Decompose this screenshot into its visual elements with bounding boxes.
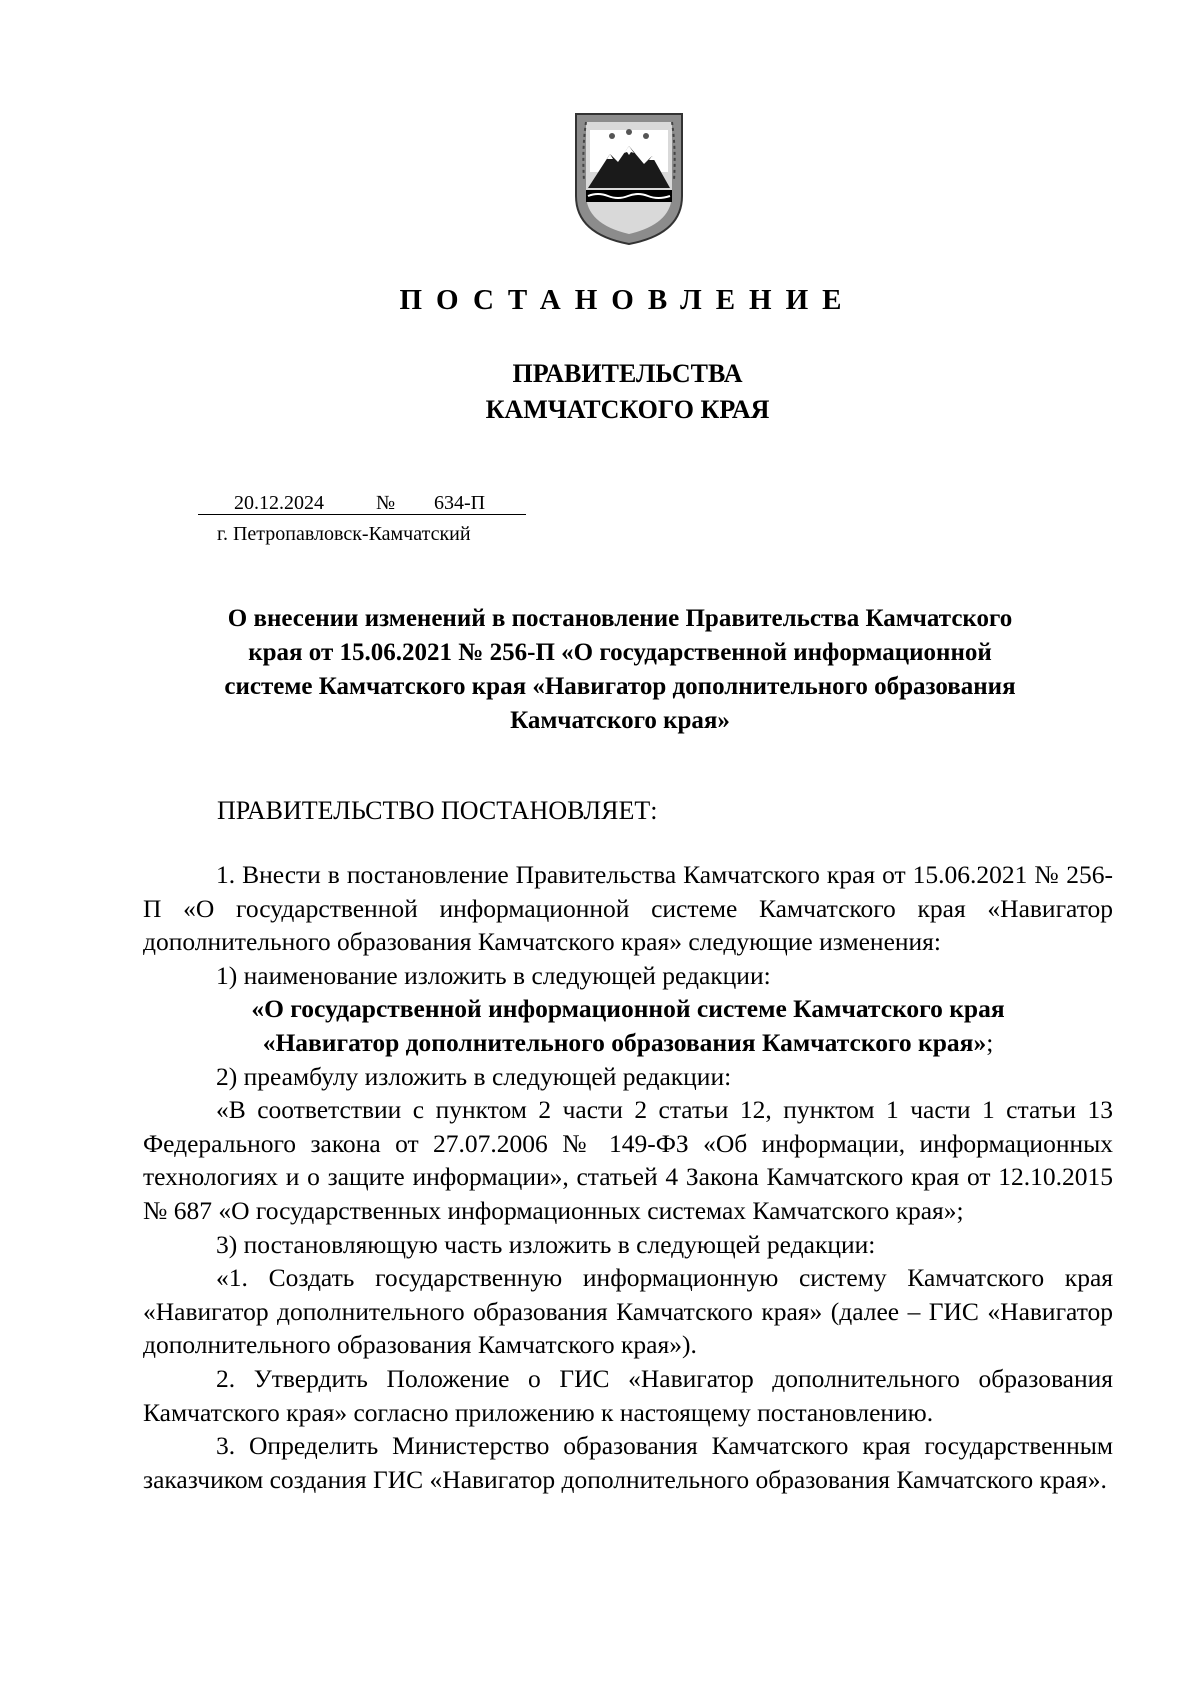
paragraph-9: 3. Определить Министерство образования Камчатского края государственным заказчиком создания ГИС «Навигатор дополнительного образования Камчатского края». <box>143 1431 1113 1494</box>
document-subject <box>160 602 1080 738</box>
paragraph-2: 1) наименование изложить в следующей редакции: <box>216 960 771 990</box>
subject-line-2: края от 15.06.2021 № 256-П «О государственной информационной <box>248 639 992 666</box>
number-sign: № <box>376 492 396 514</box>
document-date: 20.12.2024 <box>234 492 324 514</box>
issuer-line-1: ПРАВИТЕЛЬСТВА <box>512 359 743 388</box>
paragraph-6: 3) постановляющую часть изложить в следующей редакции: <box>216 1229 876 1259</box>
paragraph-8: 2. Утвердить Положение о ГИС «Навигатор дополнительного образования Камчатского края» согласно приложению к настоящему постановлению. <box>143 1363 1113 1427</box>
date-underline <box>198 514 526 515</box>
new-title-line-2: «Навигатор дополнительного образования Камчатского края» <box>262 1027 987 1057</box>
paragraph-3 <box>143 992 1113 1059</box>
new-title-tail: ; <box>986 1027 994 1057</box>
paragraph-7: «1. Создать государственную информационную систему Камчатского края «Навигатор дополнительного образования Камчатского края» (далее – ГИС «Навигатор дополнительного образования Камчатского края»). <box>143 1263 1113 1360</box>
issuer-line-2: КАМЧАТСКОГО КРАЯ <box>485 395 770 424</box>
new-title-line-1: «О государственной информационной системе Камчатского края <box>251 994 1005 1024</box>
subject-line-4: Камчатского края» <box>510 707 730 734</box>
document-type-title: ПОСТАНОВЛЕНИЕ <box>399 284 856 316</box>
issuer-block <box>0 356 1200 428</box>
paragraph-5: «В соответствии с пунктом 2 части 2 статьи 12, пунктом 1 части 1 статьи 13 Федерального закона от 27.07.2006 № 149-ФЗ «Об информации, информационных технологиях и о защите информации», статьей 4 Закона Камчатского края от 12.10.2015 № 687 «О государственных информационных системах Камчатского края»; <box>143 1095 1113 1225</box>
subject-line-3: системе Камчатского края «Навигатор дополнительного образования <box>224 673 1016 700</box>
date-number-line <box>198 489 526 517</box>
document-number: 634-П <box>434 492 486 514</box>
city-name: г. Петропавловск-Камчатский <box>217 523 471 545</box>
paragraph-4: 2) преамбулу изложить в следующей редакции: <box>216 1061 732 1091</box>
coat-of-arms-emblem <box>572 110 686 248</box>
subject-line-1: О внесении изменений в постановление Правительства Камчатского <box>227 605 1013 632</box>
decree-statement: ПРАВИТЕЛЬСТВО ПОСТАНОВЛЯЕТ: <box>217 796 658 825</box>
document-body <box>143 858 1113 1496</box>
paragraph-1: 1. Внести в постановление Правительства Камчатского края от 15.06.2021 № 256-П «О государственной информационной системе Камчатского края «Навигатор дополнительного образования Камчатского края» следующие изменения: <box>143 860 1113 957</box>
